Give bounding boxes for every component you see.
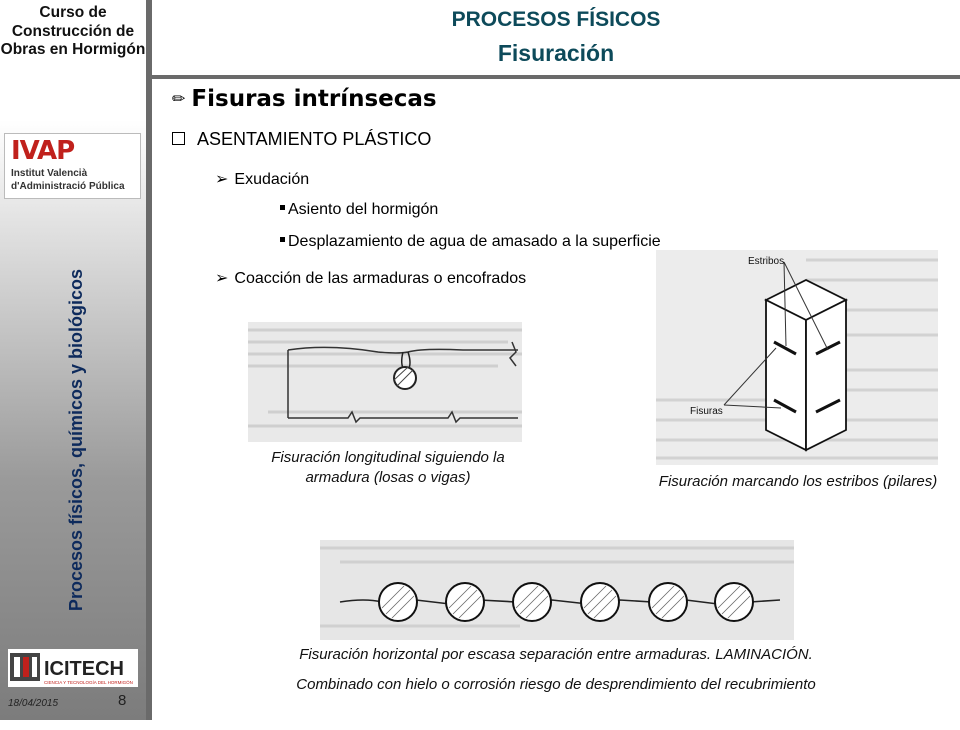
bullet-text: Exudación — [234, 171, 310, 188]
course-title: Curso de Construcción de Obras en Hormigón — [0, 4, 146, 58]
figure-lamination — [320, 540, 794, 640]
section-heading — [172, 86, 437, 112]
icitech-wordmark: ICITECH — [44, 658, 124, 680]
slide-date: 18/04/2015 — [8, 698, 59, 709]
label-fisuras: Fisuras — [690, 406, 723, 417]
square-bullet-icon — [280, 237, 285, 242]
arrow-bullet-icon: ➢ — [215, 171, 229, 188]
bullet-level2 — [215, 268, 526, 288]
header-divider — [146, 75, 960, 79]
figure-column-stirrups — [656, 250, 938, 465]
figure-longitudinal-crack — [248, 322, 522, 442]
bullet-text: Desplazamiento de agua de amasado a la superficie — [288, 233, 661, 250]
bullet-text: Asiento del hormigón — [288, 201, 439, 218]
sidebar — [0, 0, 150, 720]
figure2-caption: Fisuración marcando los estribos (pilares) — [658, 473, 938, 490]
bullet-level1 — [172, 129, 431, 150]
vertical-section-title: Procesos físicos, químicos y biológicos — [66, 268, 86, 612]
checkbox-bullet-icon — [172, 132, 185, 145]
square-bullet-icon — [280, 205, 285, 210]
bullet-level3 — [280, 233, 661, 251]
sidebar-divider — [146, 0, 152, 720]
figure1-caption: Fisuración longitudinal siguiendo la armadura (losas o vigas) — [271, 449, 505, 486]
label-estribos: Estribos — [748, 256, 785, 267]
icitech-logo — [8, 649, 138, 687]
bullet-text: ASENTAMIENTO PLÁSTICO — [197, 129, 432, 149]
ivap-logo-wordmark: IVAP — [11, 136, 75, 166]
pencil-icon: ✏ — [172, 89, 186, 108]
bullet-level2 — [215, 169, 309, 189]
bullet-text: Coacción de las armaduras o encofrados — [234, 270, 527, 287]
ivap-logo-line1: Institut Valencià — [11, 168, 88, 179]
figure3-caption-line1: Fisuración horizontal por escasa separación entre armaduras. LAMINACIÓN. — [299, 646, 813, 663]
slide-title: PROCESOS FÍSICOS — [451, 8, 661, 31]
page-number: 8 — [118, 692, 127, 709]
arrow-bullet-icon: ➢ — [215, 270, 229, 287]
icitech-tagline: CIENCIA Y TECNOLOGÍA DEL HORMIGÓN — [44, 680, 133, 685]
section-heading-text: Fisuras intrínsecas — [191, 86, 437, 112]
ivap-logo-line2: d'Administració Pública — [11, 181, 125, 192]
slide-subtitle: Fisuración — [497, 40, 615, 66]
bullet-level3 — [280, 201, 438, 219]
figure3-caption-line2: Combinado con hielo o corrosión riesgo de desprendimiento del recubrimiento — [296, 676, 816, 693]
